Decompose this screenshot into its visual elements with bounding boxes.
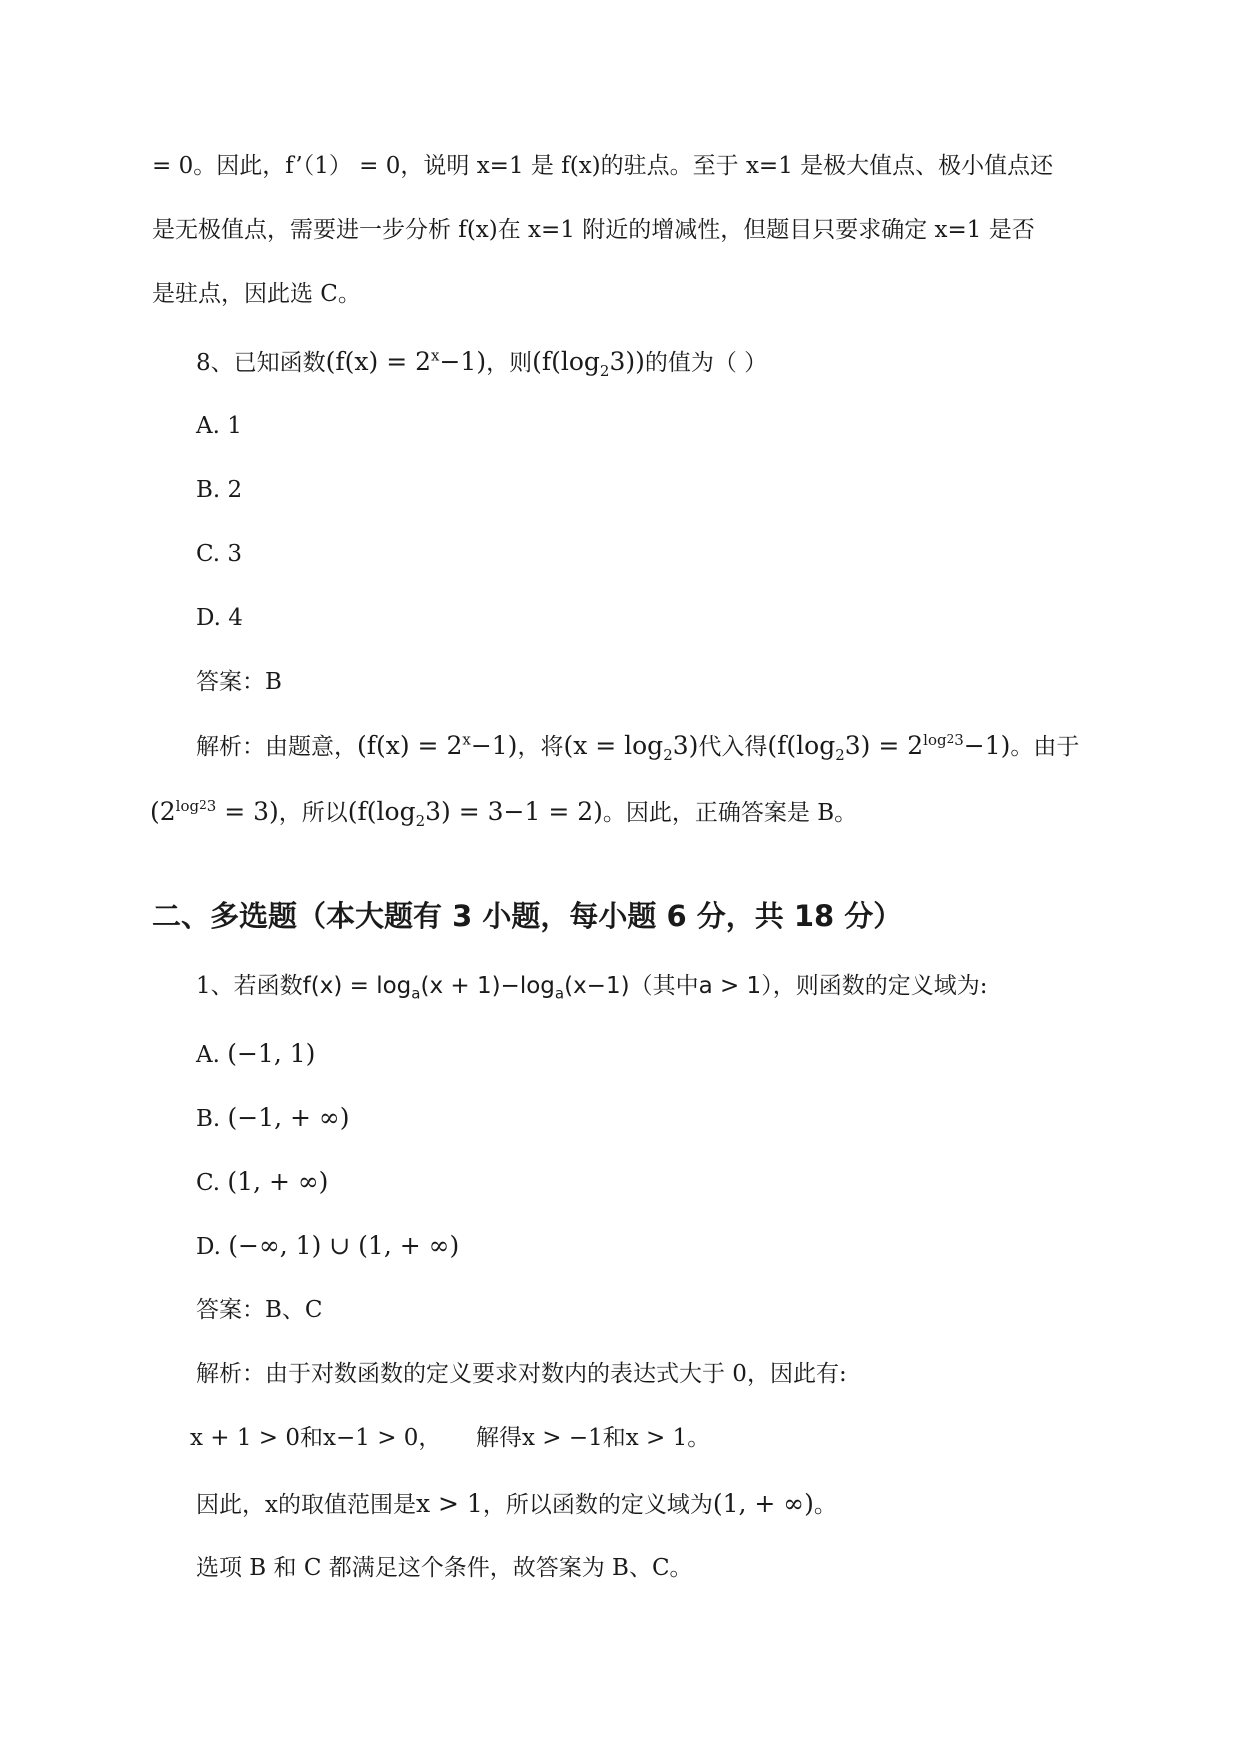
question-8 — [196, 346, 767, 379]
q8-answer: 答案：B — [196, 669, 282, 695]
q1-final: 选项 B 和 C 都满足这个条件，故答案为 B、C。 — [196, 1555, 693, 1581]
q8-suffix: 的值为（ ） — [644, 350, 768, 376]
q8-analysis-line-1: 解析：由题意，$(f(x) = 2^x-1)$，将$(x = \log_23)$代入得$(f(\log_23) = 2^{log23}-1)$。由于 — [196, 730, 1080, 764]
q8-option-b: B. 2 — [196, 477, 243, 503]
q8-option-c: C. 3 — [196, 541, 243, 567]
q8-expression: $(f(\log_23))$ — [532, 347, 645, 380]
q1-option-c: C. (1, + ∞) — [196, 1167, 329, 1196]
q1-inequality-left: x + 1 > 0和x−1 > 0， — [190, 1425, 442, 1451]
intro-line-1: = 0。因此，f’（1） = 0，说明 x=1 是 f(x)的驻点。至于 x=1 是极大值点、极小值点还 — [152, 153, 1054, 179]
q1-option-a: A. (−1, 1) — [196, 1039, 316, 1068]
q8-function: $(f(x) = 2^x-1)$ — [325, 346, 487, 376]
q1-inequality-right: 解得x > −1和x > 1。 — [476, 1425, 711, 1451]
intro-line-3: 是驻点，因此选 C。 — [152, 281, 361, 307]
q8-option-d: D. 4 — [196, 605, 243, 631]
q1-conclusion: 因此，x的取值范围是x > 1，所以函数的定义域为(1, + ∞)。 — [196, 1489, 837, 1518]
question-1: 1、若函数$f(x) = \log_a(x + 1)-\log_a(x-1)$（其中a > 1），则函数的定义域为: — [196, 973, 988, 1003]
q1-option-d: D. (−∞, 1) ∪ (1, + ∞) — [196, 1231, 460, 1260]
q1-option-b: B. (−1, + ∞) — [196, 1103, 350, 1132]
q8-mid: ，则 — [486, 350, 533, 376]
q8-option-a: A. 1 — [196, 413, 242, 439]
q1-answer: 答案：B、C — [196, 1297, 323, 1323]
q8-analysis-line-2: $(2^{log23} = 3)$，所以$(f(\log_23) = 3-1 = 2)$。因此，正确答案是 B。 — [150, 796, 858, 830]
q1-analysis: 解析：由于对数函数的定义要求对数内的表达式大于 0，因此有: — [196, 1361, 847, 1387]
q8-prefix: 8、已知函数 — [196, 350, 326, 376]
section-heading: 二、多选题（本大题有 3 小题，每小题 6 分，共 18 分） — [152, 899, 903, 933]
intro-line-2: 是无极值点，需要进一步分析 f(x)在 x=1 附近的增减性，但题目只要求确定 x=1 是否 — [152, 217, 1035, 243]
